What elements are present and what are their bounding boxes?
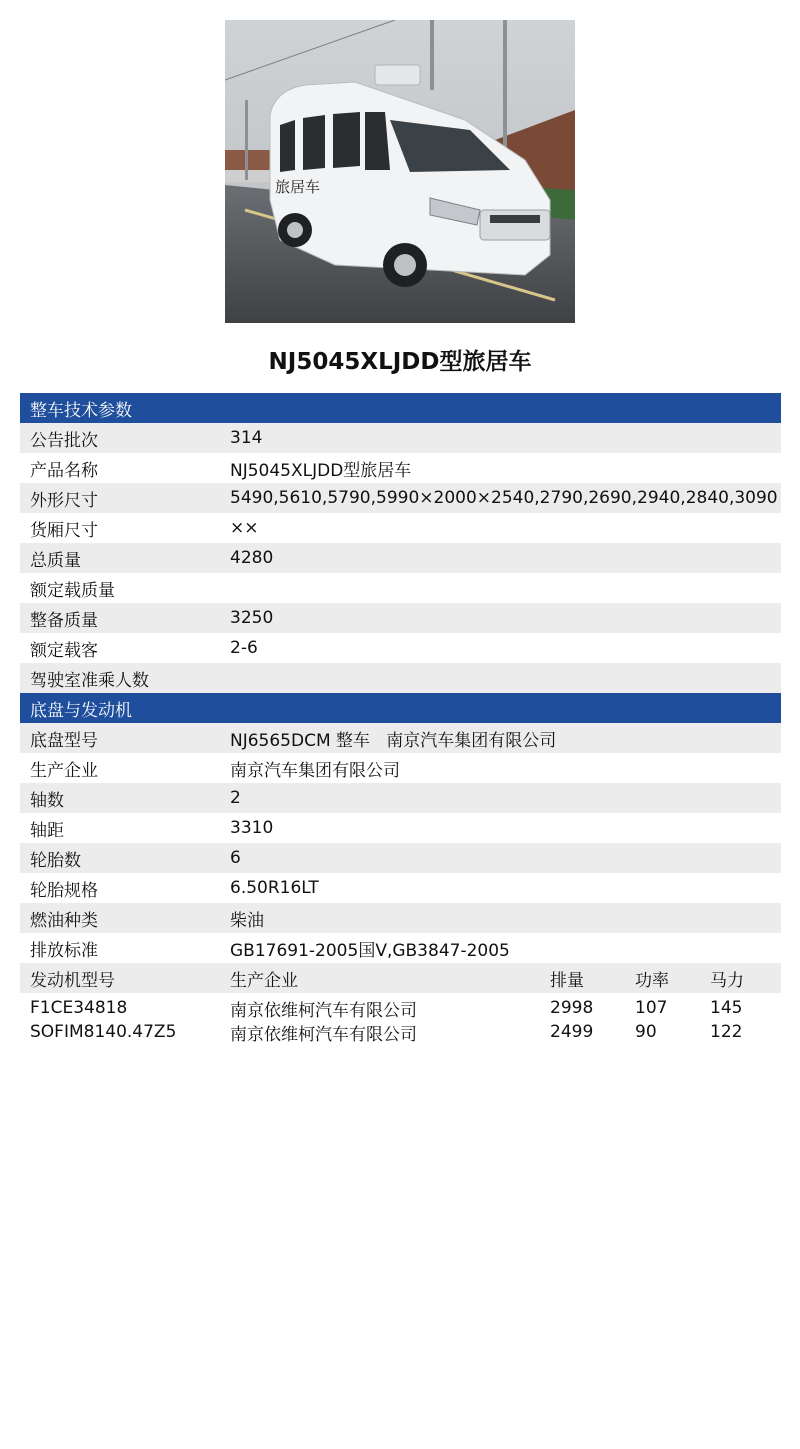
row-value: 314 [230,428,263,448]
table-row [20,843,781,873]
row-label: 轮胎规格 [30,880,98,901]
vehicle-side-text: 旅居车 [275,178,321,196]
row-value: 6 [230,848,241,868]
row-label: 产品名称 [30,460,98,481]
row-value: NJ6565DCM 整车 南京汽车集团有限公司 [230,730,557,751]
row-label: 公告批次 [30,430,98,451]
engine-header-row [20,963,781,993]
row-label: 燃油种类 [30,910,98,931]
row-value: 2 [230,788,241,808]
row-label: 排放标准 [30,940,98,961]
row-value: 2-6 [230,638,258,658]
row-value: 5490,5610,5790,5990×2000×2540,2790,2690,2940,2840,3090 [230,488,778,508]
engine-power: 107 [635,998,668,1018]
row-label: 额定载质量 [30,580,115,601]
engine-col-model: 发动机型号 [30,970,115,991]
engine-model: SOFIM8140.47Z5 [30,1022,177,1042]
row-value: 6.50R16LT [230,878,319,898]
row-value: 3310 [230,818,274,838]
row-value: NJ5045XLJDD型旅居车 [230,460,412,481]
table-row [20,453,781,483]
engine-row [20,996,781,1020]
table-row [20,813,781,843]
table-row [20,903,781,933]
section-title: 底盘与发动机 [30,700,132,721]
engine-hp: 145 [710,998,743,1018]
table-row [20,633,781,663]
engine-power: 90 [635,1022,657,1042]
row-label: 外形尺寸 [30,490,98,511]
row-label: 轴距 [30,820,64,841]
row-value: 4280 [230,548,274,568]
table-row [20,423,781,453]
row-label: 货厢尺寸 [30,520,98,541]
table-row [20,543,781,573]
row-label: 驾驶室准乘人数 [30,670,149,691]
engine-model: F1CE34818 [30,998,128,1018]
engine-col-displacement: 排量 [550,970,584,991]
section-header-chassis [20,693,781,723]
table-row [20,753,781,783]
engine-col-hp: 马力 [710,970,744,991]
engine-hp: 122 [710,1022,743,1042]
row-label: 轮胎数 [30,850,81,871]
engine-list [20,993,781,1044]
page-title: NJ5045XLJDD型旅居车 [268,349,532,375]
table-row [20,663,781,693]
table-row [20,513,781,543]
row-label: 轴数 [30,790,64,811]
engine-maker: 南京依维柯汽车有限公司 [230,1000,417,1021]
engine-col-power: 功率 [635,970,669,991]
section-title: 整车技术参数 [30,400,132,421]
row-label: 总质量 [30,550,81,571]
table-row [20,483,781,513]
row-value: GB17691-2005国Ⅴ,GB3847-2005 [230,940,510,961]
row-value: 柴油 [230,910,264,931]
table-row [20,723,781,753]
row-value: ×× [230,518,259,538]
table-row [20,573,781,603]
table-row [20,933,781,963]
row-value: 3250 [230,608,274,628]
row-label: 额定载客 [30,640,98,661]
vehicle-photo [225,20,575,323]
table-row [20,873,781,903]
table-row [20,603,781,633]
engine-row [20,1020,781,1044]
row-label: 生产企业 [30,760,98,781]
engine-maker: 南京依维柯汽车有限公司 [230,1024,417,1045]
engine-col-maker: 生产企业 [230,970,298,991]
engine-displacement: 2499 [550,1022,594,1042]
table-row [20,783,781,813]
row-label: 底盘型号 [30,730,98,751]
spec-table [20,393,781,1044]
engine-displacement: 2998 [550,998,594,1018]
row-label: 整备质量 [30,610,98,631]
section-header-tech [20,393,781,423]
row-value: 南京汽车集团有限公司 [230,760,400,781]
